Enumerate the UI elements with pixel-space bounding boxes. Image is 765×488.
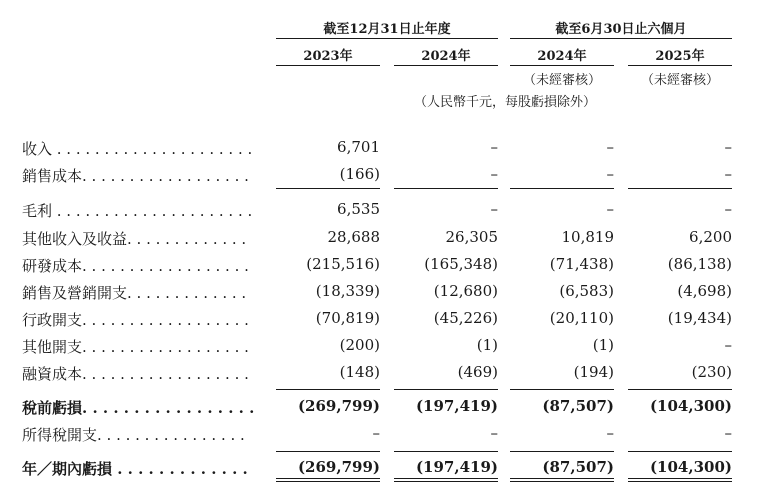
tax-rule-4: [628, 451, 732, 452]
row-value: –: [724, 336, 732, 354]
row-value: (104,300): [649, 397, 732, 415]
row-label: 年／期內虧損 . . . . . . . . . . . . .: [22, 460, 248, 478]
subtotal-rule-3: [510, 188, 614, 189]
unaudited-note-2: （未經審核）: [640, 73, 719, 88]
row-value: (1): [476, 336, 498, 354]
row-value: –: [490, 138, 498, 156]
tax-rule-2: [394, 451, 498, 452]
row-label: 稅前虧損. . . . . . . . . . . . . . . . .: [22, 399, 255, 417]
row-value: (86,138): [667, 255, 732, 273]
row-value: (166): [339, 165, 380, 183]
row-value: (197,419): [415, 397, 498, 415]
row-value: (200): [339, 336, 380, 354]
row-value: (71,438): [549, 255, 614, 273]
header-group-underline-1: [276, 38, 498, 39]
row-value: –: [724, 165, 732, 183]
total-double-rule-3: [510, 478, 614, 482]
row-value: (269,799): [297, 397, 380, 415]
row-value: (230): [691, 363, 732, 381]
row-value: (70,819): [315, 309, 380, 327]
row-value: –: [490, 165, 498, 183]
row-value: 28,688: [327, 228, 380, 246]
tax-rule-3: [510, 451, 614, 452]
row-value: (469): [457, 363, 498, 381]
row-value: –: [606, 138, 614, 156]
unaudited-note-1: （未經審核）: [522, 73, 601, 88]
row-value: –: [606, 200, 614, 218]
subtotal-rule-4: [628, 188, 732, 189]
row-value: 6,535: [337, 200, 380, 218]
row-value: (19,434): [667, 309, 732, 327]
row-value: (45,226): [433, 309, 498, 327]
row-value: (104,300): [649, 458, 732, 476]
row-label: 融資成本. . . . . . . . . . . . . . . . . .: [22, 365, 249, 383]
subtotal-rule-2: [394, 188, 498, 189]
row-value: –: [724, 138, 732, 156]
year-header-2: 2024年: [421, 49, 471, 64]
row-value: (165,348): [424, 255, 498, 273]
row-value: (194): [573, 363, 614, 381]
row-label: 所得稅開支. . . . . . . . . . . . . . . .: [22, 426, 245, 444]
row-value: (1): [592, 336, 614, 354]
row-label: 銷售及營銷開支. . . . . . . . . . . . .: [22, 284, 247, 302]
pretax-rule-1: [276, 389, 380, 390]
row-value: (6,583): [559, 282, 614, 300]
header-year-ended-dec-31: 截至12月31日止年度: [323, 22, 451, 37]
row-label: 其他收入及收益. . . . . . . . . . . . .: [22, 230, 247, 248]
pretax-rule-3: [510, 389, 614, 390]
year-underline-2: [394, 65, 498, 66]
total-double-rule-2: [394, 478, 498, 482]
row-value: (269,799): [297, 458, 380, 476]
row-value: –: [606, 424, 614, 442]
row-label: 行政開支. . . . . . . . . . . . . . . . . .: [22, 311, 249, 329]
row-value: –: [490, 424, 498, 442]
year-header-4: 2025年: [655, 49, 705, 64]
year-underline-1: [276, 65, 380, 66]
row-value: (215,516): [306, 255, 380, 273]
tax-rule-1: [276, 451, 380, 452]
row-value: –: [606, 165, 614, 183]
row-value: (12,680): [433, 282, 498, 300]
row-value: (18,339): [315, 282, 380, 300]
row-value: (87,507): [542, 458, 614, 476]
total-double-rule-4: [628, 478, 732, 482]
row-value: –: [724, 200, 732, 218]
pretax-rule-2: [394, 389, 498, 390]
year-header-3: 2024年: [537, 49, 587, 64]
subtotal-rule-1: [276, 188, 380, 189]
year-underline-4: [628, 65, 732, 66]
row-value: (87,507): [542, 397, 614, 415]
row-value: 26,305: [445, 228, 498, 246]
row-value: (4,698): [677, 282, 732, 300]
row-value: 10,819: [561, 228, 614, 246]
header-group-underline-2: [510, 38, 732, 39]
row-label: 銷售成本. . . . . . . . . . . . . . . . . .: [22, 167, 249, 185]
row-value: –: [372, 424, 380, 442]
row-label: 毛利 . . . . . . . . . . . . . . . . . . . . .: [22, 202, 253, 220]
row-label: 收入 . . . . . . . . . . . . . . . . . . . . .: [22, 140, 253, 158]
row-value: (148): [339, 363, 380, 381]
row-value: –: [724, 424, 732, 442]
row-value: 6,701: [337, 138, 380, 156]
row-label: 其他開支. . . . . . . . . . . . . . . . . .: [22, 338, 249, 356]
year-header-1: 2023年: [303, 49, 353, 64]
unit-note: （人民幣千元，每股虧損除外）: [413, 95, 596, 110]
row-label: 研發成本. . . . . . . . . . . . . . . . . .: [22, 257, 249, 275]
total-double-rule-1: [276, 478, 380, 482]
row-value: 6,200: [689, 228, 732, 246]
row-value: –: [490, 200, 498, 218]
row-value: (197,419): [415, 458, 498, 476]
header-six-months-ended-jun-30: 截至6月30日止六個月: [555, 22, 687, 37]
row-value: (20,110): [549, 309, 614, 327]
pretax-rule-4: [628, 389, 732, 390]
year-underline-3: [510, 65, 614, 66]
